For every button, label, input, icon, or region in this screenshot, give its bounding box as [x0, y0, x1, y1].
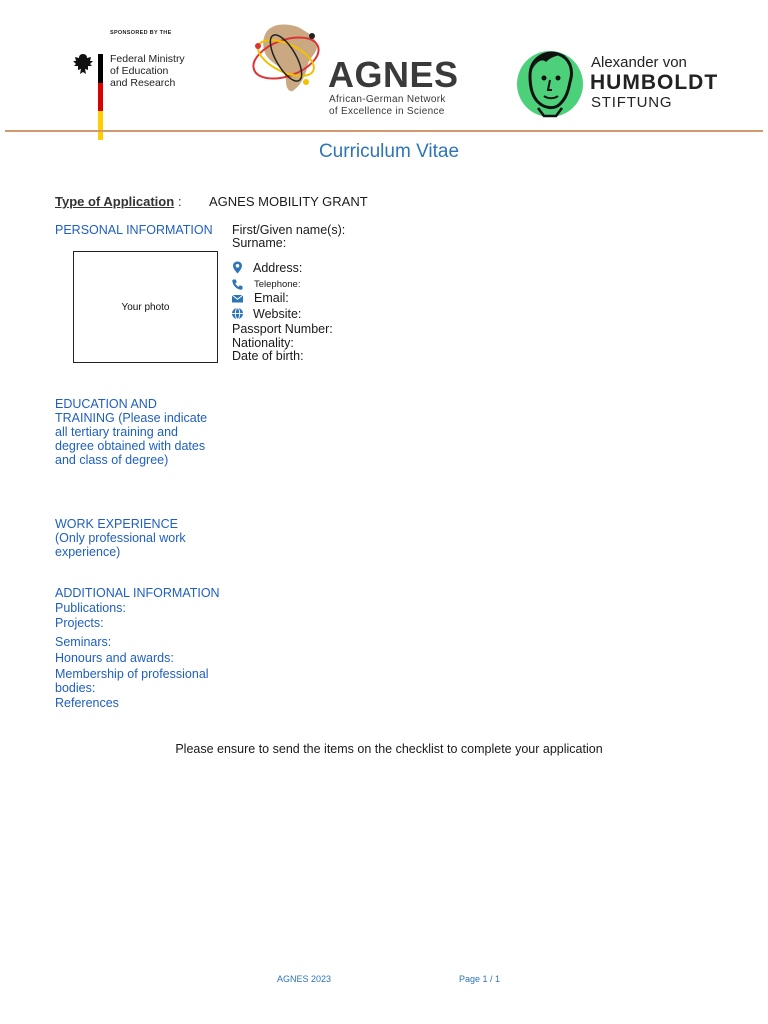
ministry-line-2: of Education — [110, 65, 169, 77]
membership-line-2: bodies: — [55, 681, 96, 695]
envelope-icon — [231, 292, 244, 305]
references-label: References — [55, 696, 119, 710]
education-line-4: degree obtained with dates — [55, 439, 206, 453]
sponsored-by-text: SPONSORED BY THE — [110, 30, 172, 36]
humboldt-logo — [514, 44, 724, 120]
photo-placeholder — [73, 251, 218, 363]
personal-information-heading: PERSONAL INFORMATION — [55, 223, 213, 237]
publications-label: Publications: — [55, 601, 126, 615]
date-of-birth-field: Date of birth: — [232, 349, 304, 363]
nationality-field: Nationality: — [232, 336, 294, 350]
work-line-2: (Only professional work — [55, 531, 186, 545]
agnes-subtitle-line-1: African-German Network — [329, 94, 446, 105]
first-name-field: First/Given name(s): — [232, 223, 346, 237]
africa-orbit-icon — [246, 16, 336, 106]
passport-number-field: Passport Number: — [232, 322, 333, 336]
humboldt-portrait-icon — [516, 46, 584, 118]
honours-awards-label: Honours and awards: — [55, 651, 174, 665]
work-experience-heading — [55, 517, 186, 559]
work-line-1: WORK EXPERIENCE — [55, 517, 178, 531]
agnes-subtitle-line-2: of Excellence in Science — [329, 106, 445, 117]
bmbf-logo — [66, 28, 196, 118]
agnes-subtitle — [329, 94, 446, 118]
work-line-3: experience) — [55, 545, 121, 559]
surname-field: Surname: — [232, 236, 287, 250]
footer-year: AGNES 2023 — [277, 974, 332, 984]
email-field: Email: — [254, 291, 289, 305]
membership-label — [55, 667, 209, 695]
type-of-application-colon: : — [178, 194, 182, 209]
humboldt-line-3: STIFTUNG — [591, 94, 673, 111]
website-field: Website: — [253, 307, 302, 321]
footer-page-number: Page 1 / 1 — [459, 974, 501, 984]
education-line-3: all tertiary training and — [55, 425, 178, 439]
photo-placeholder-label: Your photo — [121, 301, 170, 313]
agnes-wordmark: AGNES — [328, 54, 459, 95]
checklist-notice: Please ensure to send the items on the checklist to complete your application — [175, 742, 603, 756]
telephone-field: Telephone: — [254, 279, 301, 290]
location-pin-icon — [231, 261, 244, 274]
ministry-name — [110, 53, 185, 89]
type-of-application-label: Type of Application — [55, 194, 175, 209]
document-title: Curriculum Vitae — [318, 141, 460, 162]
globe-icon — [231, 307, 244, 320]
ministry-line-3: and Research — [110, 77, 176, 89]
ministry-line-1: Federal Ministry — [110, 53, 185, 65]
phone-icon — [231, 278, 244, 291]
federal-eagle-icon — [70, 52, 96, 78]
seminars-label: Seminars: — [55, 635, 112, 649]
education-heading — [55, 397, 207, 467]
agnes-logo — [246, 16, 460, 120]
projects-label: Projects: — [55, 616, 104, 630]
type-of-application-value: AGNES MOBILITY GRANT — [209, 194, 368, 209]
education-line-2: TRAINING (Please indicate — [55, 411, 208, 425]
humboldt-line-1: Alexander von — [591, 54, 687, 71]
header-divider — [5, 130, 763, 132]
membership-line-1: Membership of professional — [55, 667, 209, 681]
german-flag-stripe — [98, 54, 103, 140]
additional-information-heading: ADDITIONAL INFORMATION — [55, 586, 220, 600]
education-line-1: EDUCATION AND — [55, 397, 157, 411]
humboldt-line-2: HUMBOLDT — [590, 71, 719, 94]
education-line-5: and class of degree) — [55, 453, 169, 467]
address-field: Address: — [253, 261, 303, 275]
